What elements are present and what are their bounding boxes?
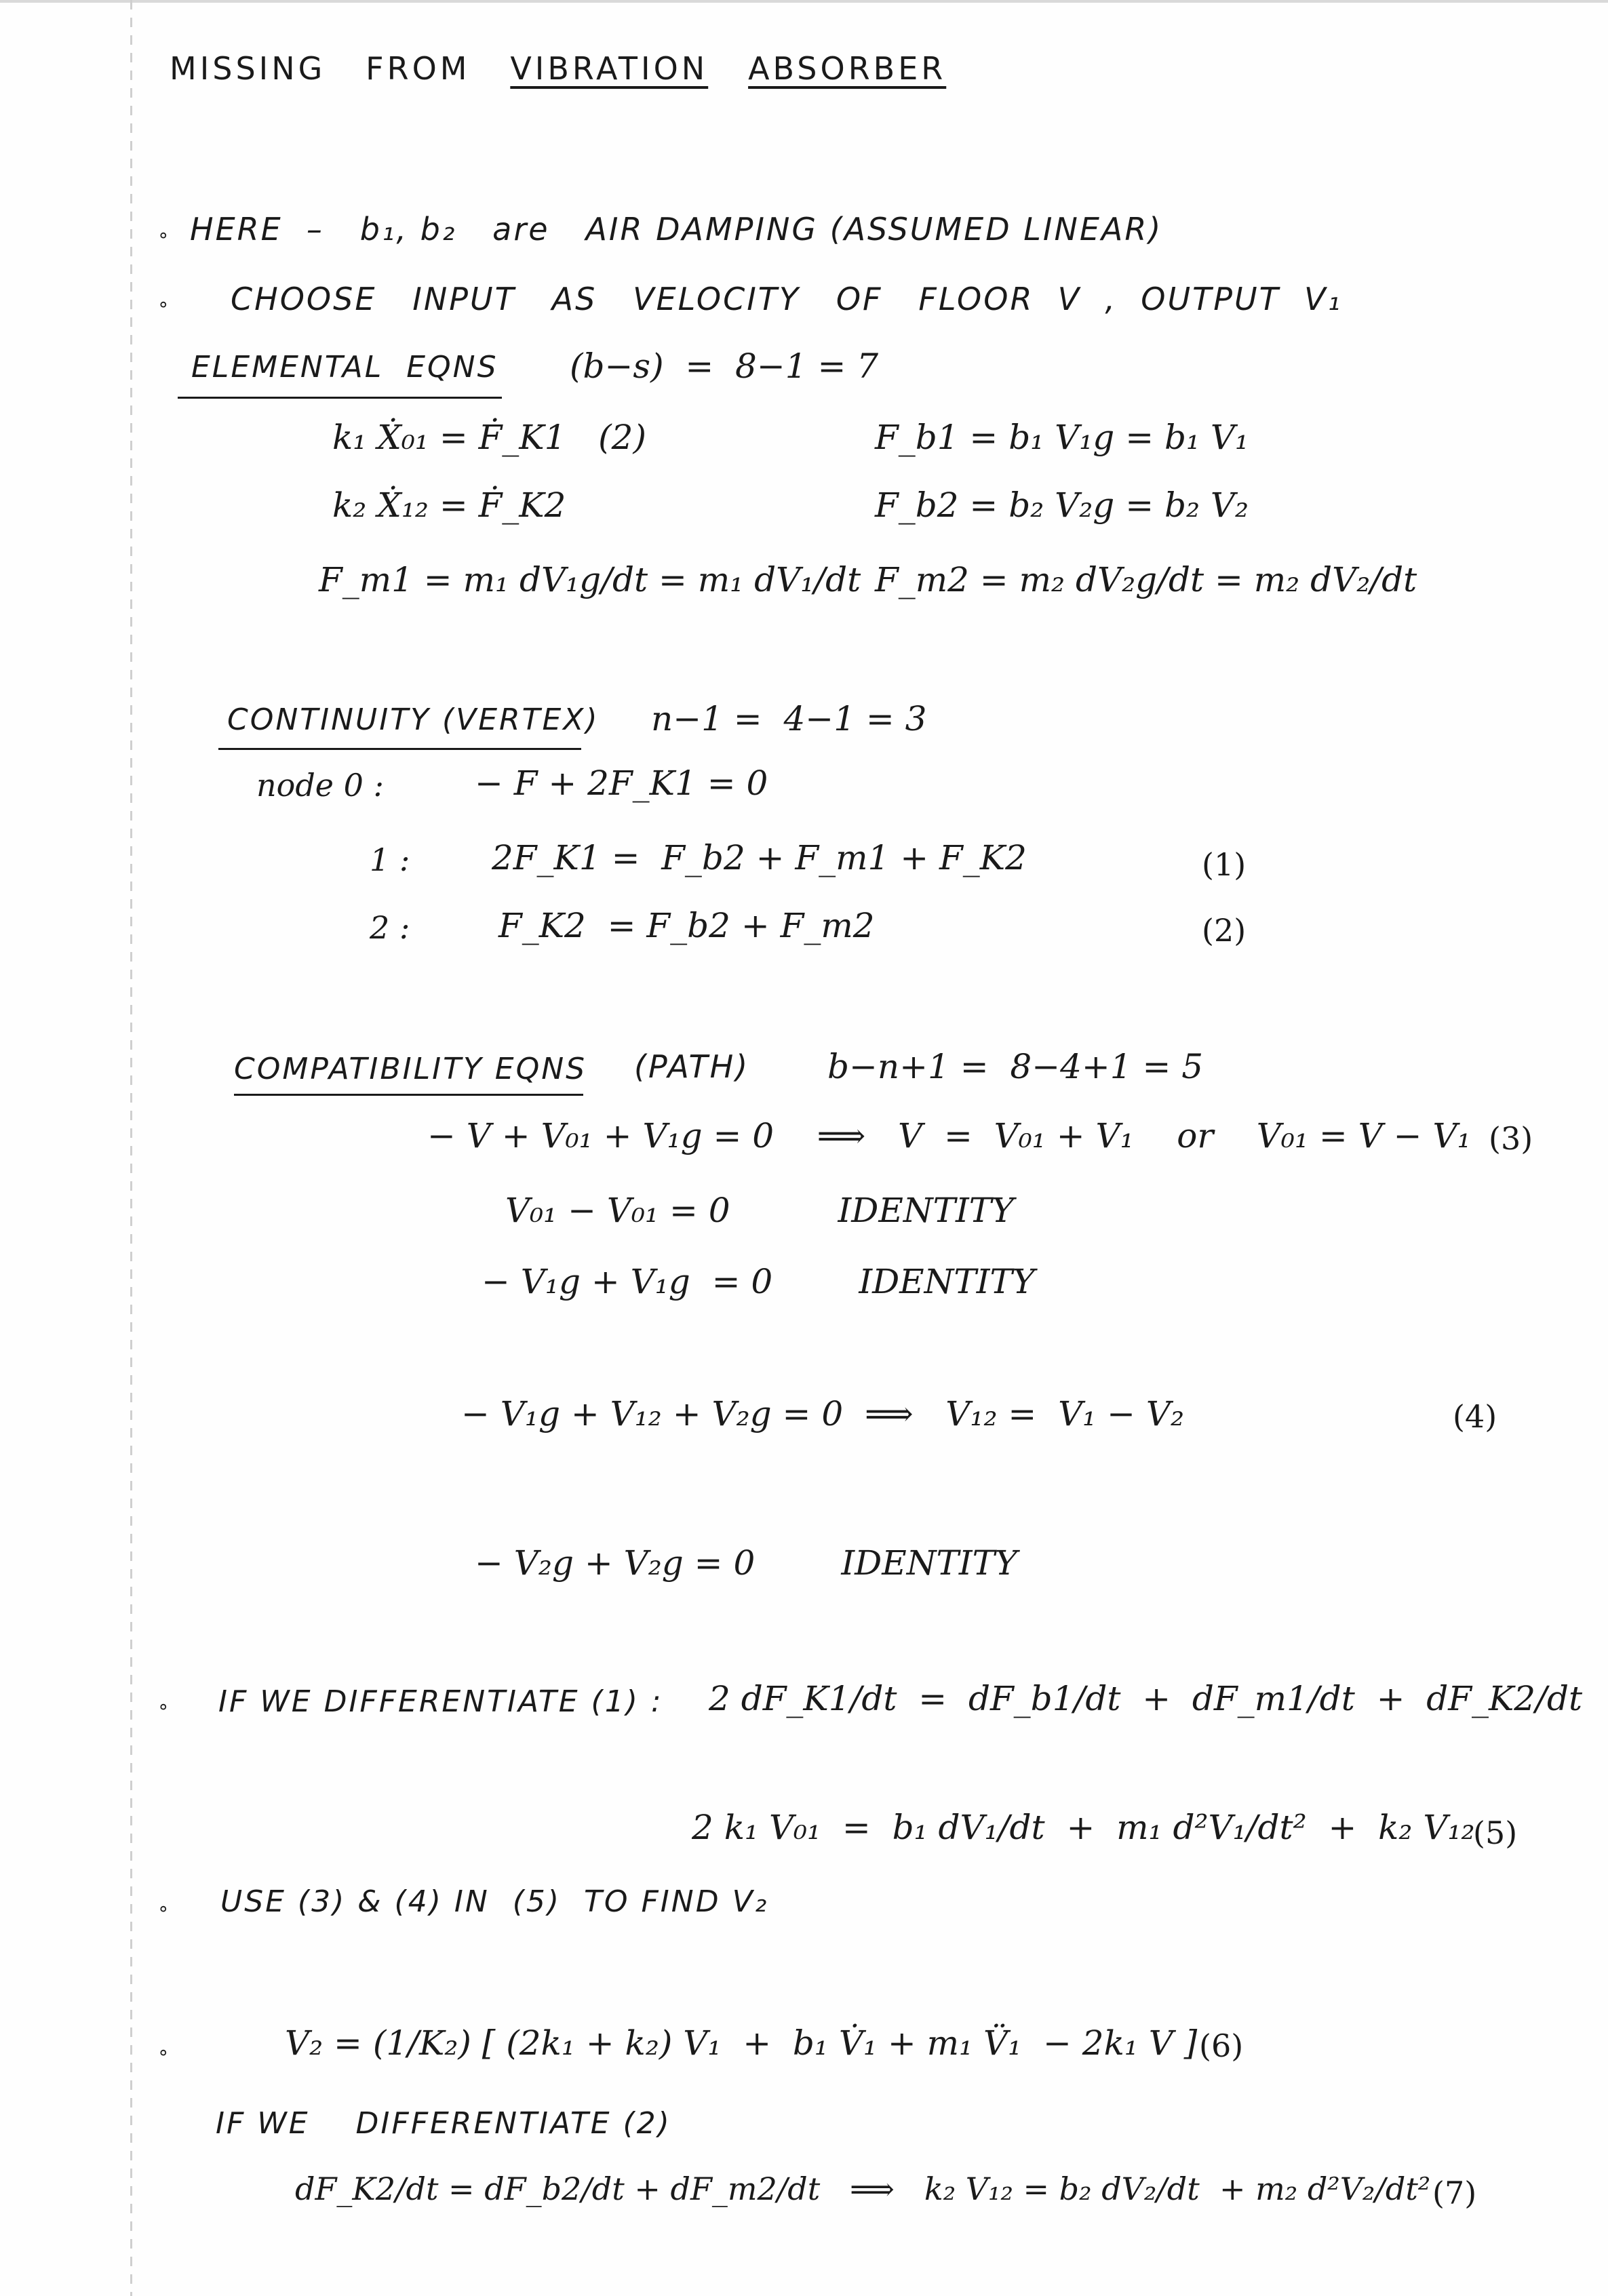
bullet-icon: ∘ (157, 224, 170, 246)
intro-line-2: CHOOSE INPUT AS VELOCITY OF FLOOR V , OUTPUT V₁ (231, 281, 1342, 317)
bullet-icon: ∘ (157, 1695, 170, 1718)
differentiate-1-text: IF WE DIFFERENTIATE (1) : (218, 1684, 663, 1719)
elemental-right-3: F_m2 = m₂ dV₂g/dt = m₂ dV₂/dt (875, 560, 1417, 599)
margin-line (130, 0, 132, 2296)
page-top-edge (0, 0, 1608, 3)
continuity-count: n−1 = 4−1 = 3 (651, 699, 927, 738)
bullet-icon: ∘ (157, 293, 170, 315)
continuity-label-2: 2 : (370, 909, 410, 946)
compatibility-eq-1: − V + V₀₁ + V₁g = 0 ⟹ V = V₀₁ + V₁ or V₀₁ = V − V₁ (427, 1116, 1471, 1155)
bullet-icon: ∘ (157, 2041, 170, 2063)
equation-6-tag: (6) (1199, 2027, 1244, 2064)
continuity-label-1: 1 : (370, 842, 410, 878)
title-spacer (708, 50, 748, 87)
use-equations-text: USE (3) & (4) IN (5) TO FIND V₂ (220, 1884, 769, 1919)
continuity-eq-1: 2F_K1 = F_b2 + F_m1 + F_K2 (492, 838, 1027, 877)
compatibility-eq-3: − V₁g + V₁g = 0 IDENTITY (482, 1262, 1035, 1301)
elemental-right-1: F_b1 = b₁ V₁g = b₁ V₁ (875, 418, 1249, 457)
compatibility-eq-4: − V₁g + V₁₂ + V₂g = 0 ⟹ V₁₂ = V₁ − V₂ (461, 1394, 1185, 1433)
continuity-eq-0: − F + 2F_K1 = 0 (475, 764, 768, 803)
intro-line-1: HERE – b₁, b₂ are AIR DAMPING (ASSUMED LINEAR) (190, 211, 1163, 248)
differentiate-2-text: IF WE DIFFERENTIATE (2) (216, 2106, 671, 2141)
differentiate-1-eq: 2 dF_K1/dt = dF_b1/dt + dF_m1/dt + dF_K2/dt (709, 1679, 1583, 1718)
page-title (170, 50, 947, 87)
title-word-absorber: ABSORBER (748, 50, 947, 87)
elemental-left-2: k₂ Ẋ₁₂ = Ḟ_K2 (332, 486, 566, 525)
equation-5-tag: (5) (1473, 1815, 1518, 1851)
elemental-left-1: k₁ Ẋ₀₁ = Ḟ_K1 (2) (332, 418, 646, 457)
title-prefix: MISSING FROM (170, 50, 511, 87)
equation-7: dF_K2/dt = dF_b2/dt + dF_m2/dt ⟹ k₂ V₁₂ = b₂ dV₂/dt + m₂ d²V₂/dt² (295, 2171, 1431, 2207)
compatibility-count: b−n+1 = 8−4+1 = 5 (827, 1047, 1204, 1086)
elemental-count: (b−s) = 8−1 = 7 (570, 347, 879, 386)
title-word-vibration: VIBRATION (510, 50, 709, 87)
elemental-right-2: F_b2 = b₂ V₂g = b₂ V₂ (875, 486, 1249, 525)
continuity-heading-underline (218, 748, 581, 750)
continuity-tag-2: (2) (1202, 912, 1247, 949)
elemental-heading: ELEMENTAL EQNS (191, 350, 498, 384)
continuity-eq-2: F_K2 = F_b2 + F_m2 (498, 906, 875, 945)
continuity-label-0: node 0 : (256, 767, 384, 804)
compatibility-tag-4: (4) (1453, 1398, 1497, 1435)
compatibility-eq-5: − V₂g + V₂g = 0 IDENTITY (475, 1543, 1017, 1583)
compatibility-heading-underline (234, 1094, 583, 1096)
compatibility-heading: COMPATIBILITY EQNS (234, 1052, 587, 1086)
continuity-heading: CONTINUITY (VERTEX) (227, 702, 600, 737)
equation-7-tag: (7) (1432, 2175, 1477, 2211)
continuity-tag-1: (1) (1202, 846, 1247, 883)
compatibility-eq-2: V₀₁ − V₀₁ = 0 IDENTITY (505, 1191, 1015, 1230)
equation-5: 2 k₁ V₀₁ = b₁ dV₁/dt + m₁ d²V₁/dt² + k₂ V₁₂ (692, 1808, 1475, 1847)
equation-6: V₂ = (1/K₂) [ (2k₁ + k₂) V₁ + b₁ V̇₁ + m₁ V̈₁ − 2k₁ V ] (285, 2023, 1198, 2063)
compatibility-path: (PATH) (634, 1048, 750, 1085)
bullet-icon: ∘ (157, 1897, 170, 1920)
compatibility-tag-1: (3) (1489, 1120, 1533, 1157)
elemental-heading-underline (178, 397, 502, 399)
elemental-left-3: F_m1 = m₁ dV₁g/dt = m₁ dV₁/dt (319, 560, 861, 599)
